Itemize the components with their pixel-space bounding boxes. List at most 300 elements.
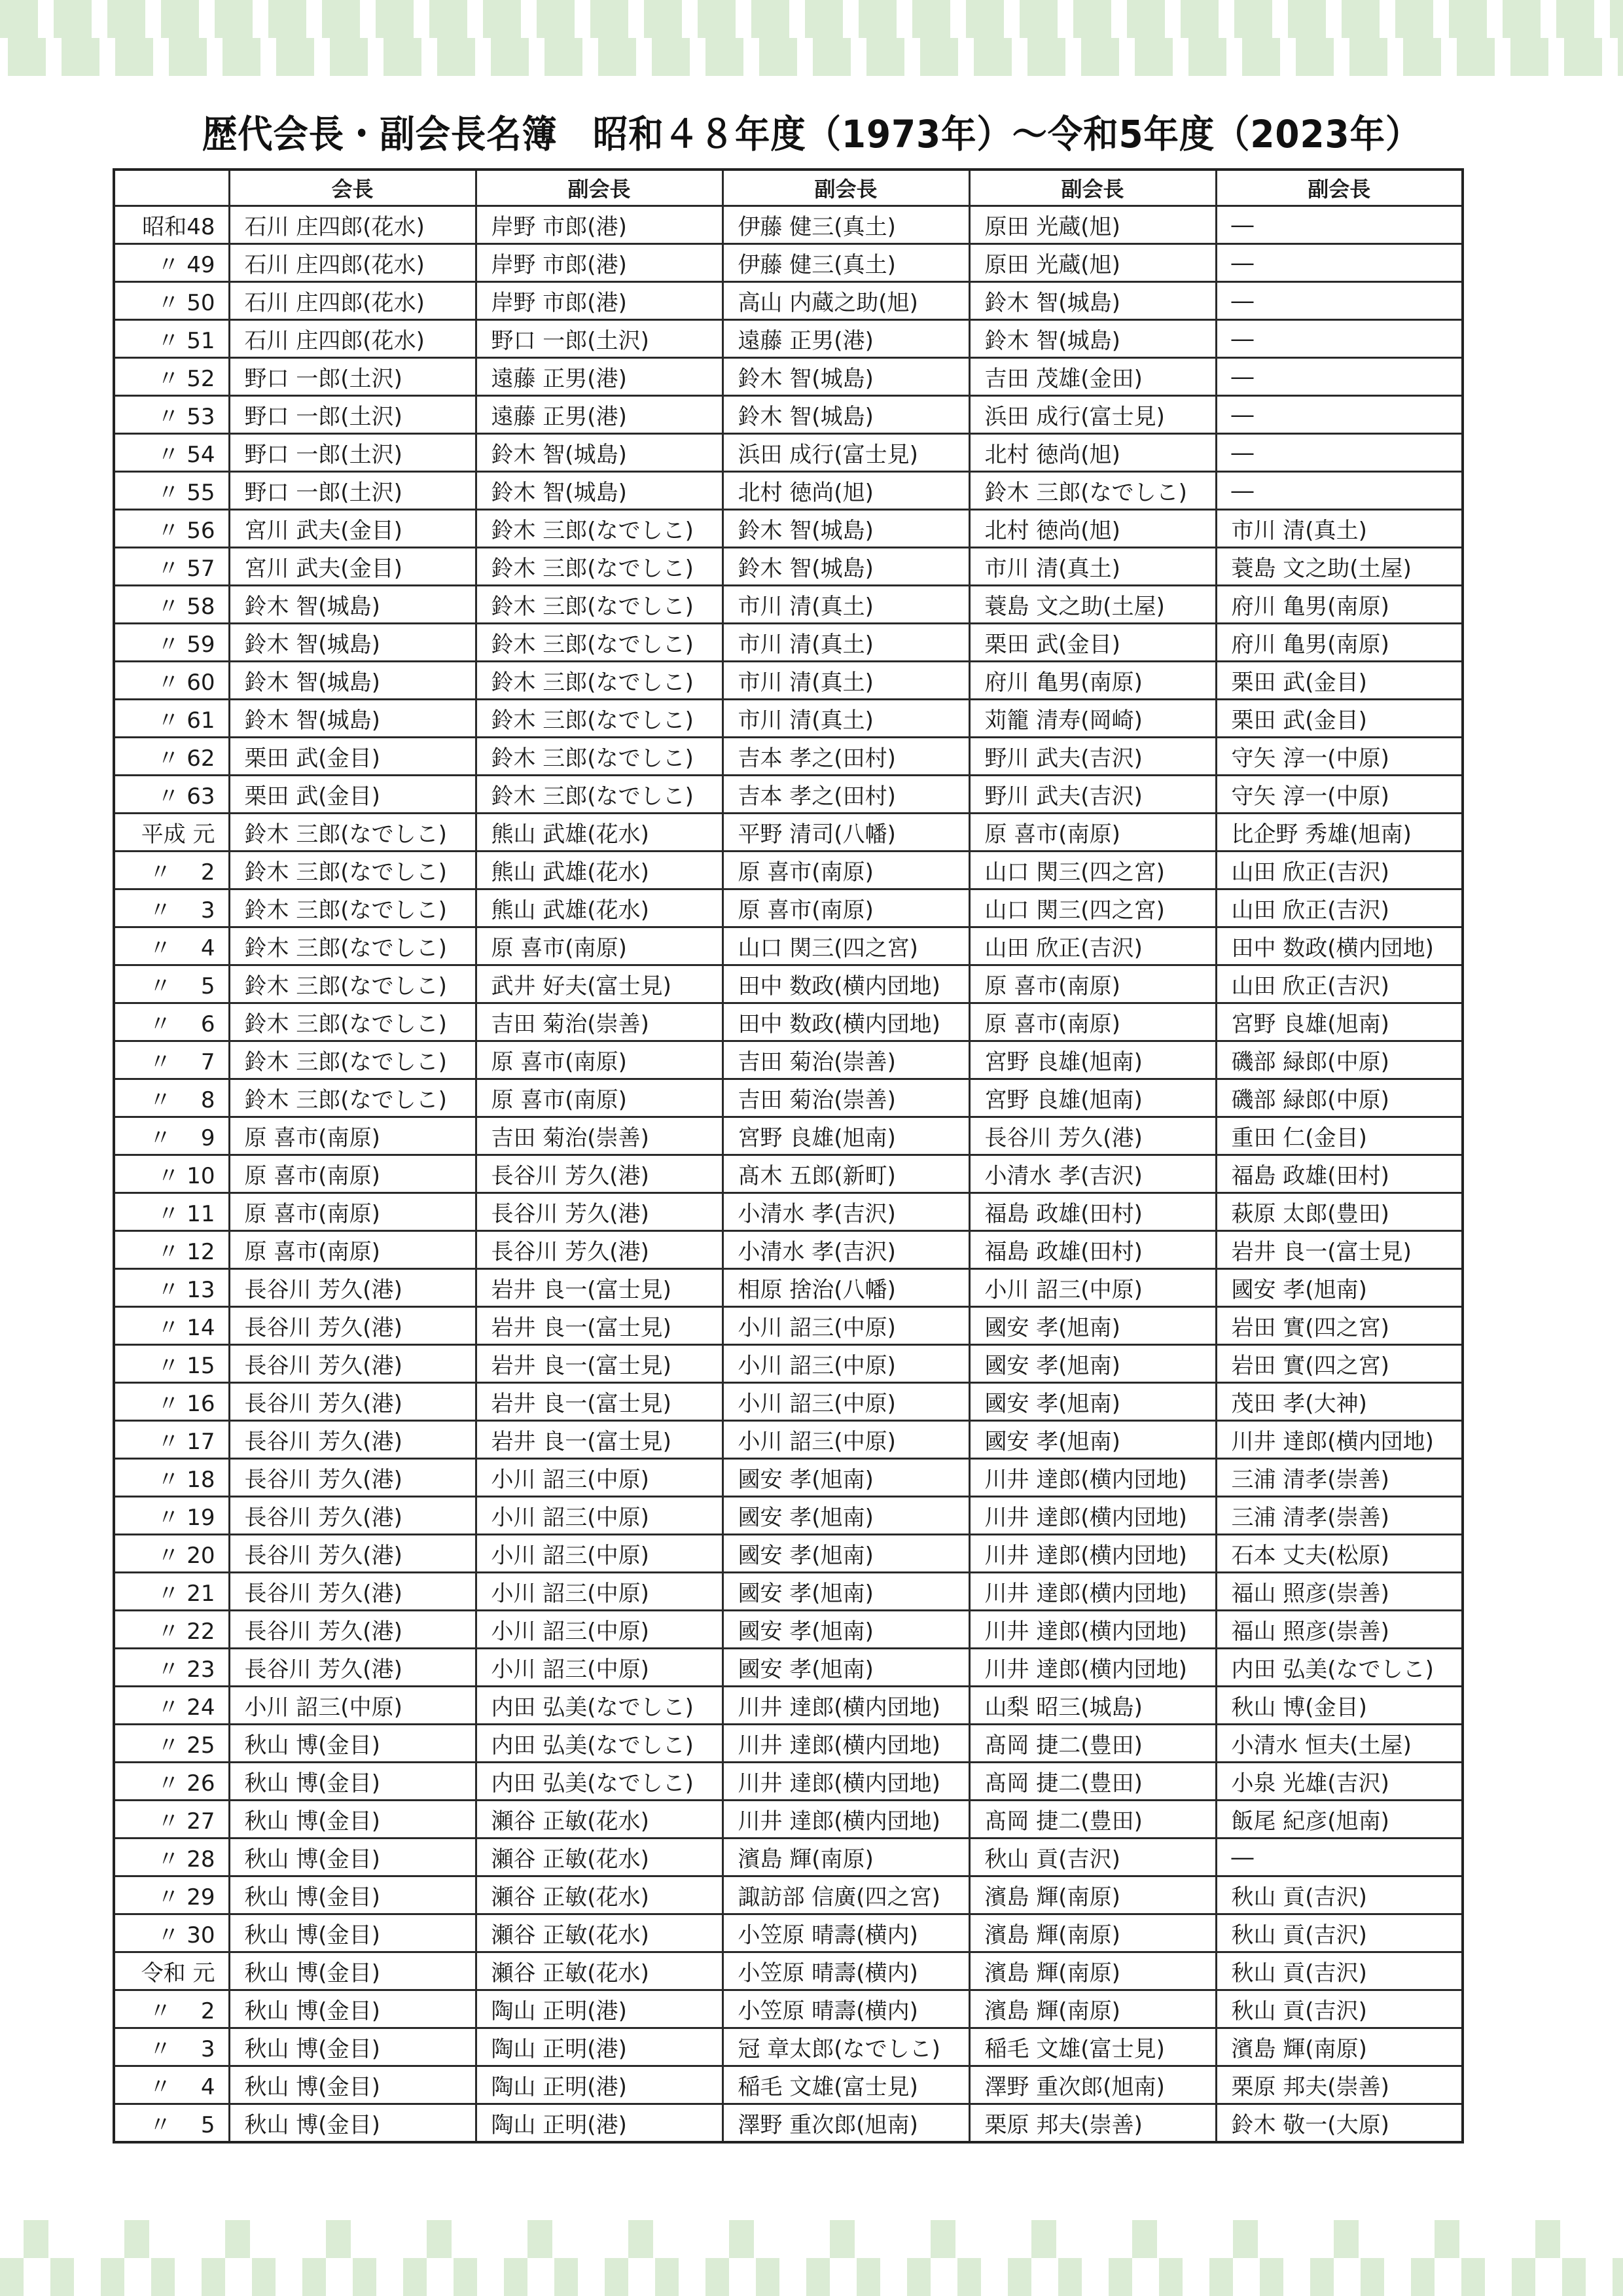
- vice-president-cell: 小川 詔三(中原): [476, 1497, 722, 1535]
- vice-president-cell: 岩井 良一(富士見): [476, 1421, 722, 1459]
- vice-president-cell: 鈴木 智(城島): [476, 434, 722, 472]
- header-vice-president-1: 副会長: [476, 170, 722, 206]
- year-cell: 〃 55: [114, 472, 229, 510]
- vice-president-cell: 山口 関三(四之宮): [969, 852, 1216, 889]
- table-row: [114, 2104, 1463, 2143]
- vice-president-cell: 小清水 孝(吉沢): [722, 1231, 969, 1269]
- vice-president-cell: 内田 弘美(なでしこ): [476, 1763, 722, 1801]
- vice-president-cell: ―: [1216, 206, 1463, 244]
- vice-president-cell: 田中 数政(横内団地): [722, 1003, 969, 1041]
- vice-president-cell: 北村 徳尚(旭): [969, 434, 1216, 472]
- vice-president-cell: 遠藤 正男(港): [722, 320, 969, 358]
- president-cell: 石川 庄四郎(花水): [229, 320, 476, 358]
- year-cell: 〃 4: [114, 2066, 229, 2104]
- vice-president-cell: 浜田 成行(富士見): [969, 396, 1216, 434]
- vice-president-cell: 鈴木 三郎(なでしこ): [476, 738, 722, 776]
- vice-president-cell: 栗田 武(金目): [1216, 700, 1463, 738]
- vice-president-cell: 長谷川 芳久(港): [969, 1117, 1216, 1155]
- vice-president-cell: 髙岡 捷二(豊田): [969, 1763, 1216, 1801]
- president-cell: 秋山 博(金目): [229, 1801, 476, 1839]
- vice-president-cell: 國安 孝(旭南): [722, 1459, 969, 1497]
- president-cell: 長谷川 芳久(港): [229, 1345, 476, 1383]
- table-row: [114, 776, 1463, 814]
- year-cell: 〃 28: [114, 1839, 229, 1876]
- president-cell: 宮川 武夫(金目): [229, 548, 476, 586]
- president-cell: 長谷川 芳久(港): [229, 1535, 476, 1573]
- vice-president-cell: ―: [1216, 282, 1463, 320]
- table-row: [114, 1079, 1463, 1117]
- vice-president-cell: 岩田 實(四之宮): [1216, 1345, 1463, 1383]
- vice-president-cell: 秋山 貢(吉沢): [1216, 1952, 1463, 1990]
- president-cell: 鈴木 智(城島): [229, 624, 476, 662]
- vice-president-cell: 瀬谷 正敏(花水): [476, 1801, 722, 1839]
- vice-president-cell: 長谷川 芳久(港): [476, 1231, 722, 1269]
- table-row: [114, 2028, 1463, 2066]
- vice-president-cell: 熊山 武雄(花水): [476, 852, 722, 889]
- vice-president-cell: 石本 丈夫(松原): [1216, 1535, 1463, 1573]
- vice-president-cell: 福山 照彦(崇善): [1216, 1573, 1463, 1611]
- vice-president-cell: 原 喜市(南原): [969, 1003, 1216, 1041]
- president-cell: 鈴木 三郎(なでしこ): [229, 814, 476, 852]
- vice-president-cell: 鈴木 智(城島): [722, 358, 969, 396]
- vice-president-cell: 福島 政雄(田村): [969, 1193, 1216, 1231]
- vice-president-cell: 鈴木 智(城島): [722, 510, 969, 548]
- vice-president-cell: 北村 徳尚(旭): [969, 510, 1216, 548]
- vice-president-cell: 國安 孝(旭南): [722, 1535, 969, 1573]
- vice-president-cell: 鈴木 智(城島): [476, 472, 722, 510]
- vice-president-cell: 原 喜市(南原): [476, 927, 722, 965]
- header-vice-president-2: 副会長: [722, 170, 969, 206]
- table-header-row: [114, 170, 1463, 206]
- table-row: [114, 852, 1463, 889]
- vice-president-cell: 府川 亀男(南原): [969, 662, 1216, 700]
- vice-president-cell: 鈴木 三郎(なでしこ): [476, 662, 722, 700]
- year-cell: 〃 60: [114, 662, 229, 700]
- vice-president-cell: 市川 清(真土): [722, 586, 969, 624]
- vice-president-cell: 瀬谷 正敏(花水): [476, 1914, 722, 1952]
- table-row: [114, 586, 1463, 624]
- president-cell: 野口 一郎(土沢): [229, 472, 476, 510]
- vice-president-cell: 岩井 良一(富士見): [476, 1269, 722, 1307]
- year-cell: 〃 63: [114, 776, 229, 814]
- year-cell: 〃 24: [114, 1687, 229, 1725]
- vice-president-cell: ―: [1216, 358, 1463, 396]
- president-cell: 鈴木 智(城島): [229, 662, 476, 700]
- vice-president-cell: 小川 詔三(中原): [476, 1459, 722, 1497]
- table-row: [114, 1117, 1463, 1155]
- president-cell: 秋山 博(金目): [229, 2066, 476, 2104]
- president-cell: 秋山 博(金目): [229, 1952, 476, 1990]
- vice-president-cell: 鈴木 三郎(なでしこ): [476, 586, 722, 624]
- vice-president-cell: 小泉 光雄(吉沢): [1216, 1763, 1463, 1801]
- vice-president-cell: 蓑島 文之助(土屋): [969, 586, 1216, 624]
- table-row: [114, 1041, 1463, 1079]
- year-cell: 〃 56: [114, 510, 229, 548]
- year-cell: 〃 15: [114, 1345, 229, 1383]
- president-cell: 秋山 博(金目): [229, 2028, 476, 2066]
- president-cell: 小川 詔三(中原): [229, 1687, 476, 1725]
- vice-president-cell: 岸野 市郎(港): [476, 282, 722, 320]
- president-cell: 秋山 博(金目): [229, 1839, 476, 1876]
- table-row: [114, 1914, 1463, 1952]
- vice-president-cell: 國安 孝(旭南): [722, 1649, 969, 1687]
- vice-president-cell: 宮野 良雄(旭南): [969, 1079, 1216, 1117]
- vice-president-cell: 長谷川 芳久(港): [476, 1155, 722, 1193]
- president-cell: 原 喜市(南原): [229, 1231, 476, 1269]
- table-row: [114, 1990, 1463, 2028]
- vice-president-cell: 髙岡 捷二(豊田): [969, 1725, 1216, 1763]
- vice-president-cell: 川井 達郎(横内団地): [1216, 1421, 1463, 1459]
- president-cell: 石川 庄四郎(花水): [229, 206, 476, 244]
- president-cell: 秋山 博(金目): [229, 2104, 476, 2143]
- table-row: [114, 738, 1463, 776]
- vice-president-cell: ―: [1216, 396, 1463, 434]
- vice-president-cell: 鈴木 三郎(なでしこ): [476, 510, 722, 548]
- table-row: [114, 282, 1463, 320]
- vice-president-cell: 鈴木 三郎(なでしこ): [476, 776, 722, 814]
- vice-president-cell: 小川 詔三(中原): [722, 1345, 969, 1383]
- president-cell: 鈴木 三郎(なでしこ): [229, 927, 476, 965]
- vice-president-cell: 平野 清司(八幡): [722, 814, 969, 852]
- vice-president-cell: 鈴木 智(城島): [722, 548, 969, 586]
- vice-president-cell: 小川 詔三(中原): [476, 1611, 722, 1649]
- vice-president-cell: 川井 達郎(横内団地): [722, 1763, 969, 1801]
- year-cell: 〃 12: [114, 1231, 229, 1269]
- vice-president-cell: 磯部 緑郎(中原): [1216, 1079, 1463, 1117]
- vice-president-cell: ―: [1216, 472, 1463, 510]
- vice-president-cell: 鈴木 智(城島): [969, 282, 1216, 320]
- president-cell: 長谷川 芳久(港): [229, 1383, 476, 1421]
- year-cell: 〃 2: [114, 1990, 229, 2028]
- vice-president-cell: 市川 清(真土): [1216, 510, 1463, 548]
- checker-row: [0, 38, 1623, 76]
- vice-president-cell: 國安 孝(旭南): [969, 1345, 1216, 1383]
- header-vice-president-4: 副会長: [1216, 170, 1463, 206]
- year-cell: 〃 23: [114, 1649, 229, 1687]
- table-row: [114, 1952, 1463, 1990]
- vice-president-cell: 濱島 輝(南原): [969, 1952, 1216, 1990]
- vice-president-cell: 濱島 輝(南原): [1216, 2028, 1463, 2066]
- vice-president-cell: 守矢 淳一(中原): [1216, 738, 1463, 776]
- year-cell: 〃 62: [114, 738, 229, 776]
- vice-president-cell: 瀬谷 正敏(花水): [476, 1876, 722, 1914]
- president-cell: 原 喜市(南原): [229, 1155, 476, 1193]
- vice-president-cell: 小笠原 晴壽(横内): [722, 1952, 969, 1990]
- vice-president-cell: 重田 仁(金目): [1216, 1117, 1463, 1155]
- table-row: [114, 1535, 1463, 1573]
- vice-president-cell: 熊山 武雄(花水): [476, 889, 722, 927]
- president-cell: 長谷川 芳久(港): [229, 1307, 476, 1345]
- year-cell: 〃 7: [114, 1041, 229, 1079]
- vice-president-cell: 川井 達郎(横内団地): [969, 1497, 1216, 1535]
- vice-president-cell: 小川 詔三(中原): [722, 1421, 969, 1459]
- vice-president-cell: 川井 達郎(横内団地): [969, 1459, 1216, 1497]
- vice-president-cell: 府川 亀男(南原): [1216, 624, 1463, 662]
- president-cell: 長谷川 芳久(港): [229, 1649, 476, 1687]
- vice-president-cell: 市川 清(真土): [969, 548, 1216, 586]
- president-cell: 秋山 博(金目): [229, 1914, 476, 1952]
- year-cell: 〃 53: [114, 396, 229, 434]
- vice-president-cell: 山口 関三(四之宮): [969, 889, 1216, 927]
- year-cell: 〃 18: [114, 1459, 229, 1497]
- vice-president-cell: 國安 孝(旭南): [969, 1421, 1216, 1459]
- table-row: [114, 1269, 1463, 1307]
- vice-president-cell: 澤野 重次郎(旭南): [969, 2066, 1216, 2104]
- vice-president-cell: 栗田 武(金目): [1216, 662, 1463, 700]
- vice-president-cell: 岩井 良一(富士見): [476, 1345, 722, 1383]
- vice-president-cell: 吉本 孝之(田村): [722, 776, 969, 814]
- vice-president-cell: 宮野 良雄(旭南): [1216, 1003, 1463, 1041]
- vice-president-cell: 山田 欣正(吉沢): [1216, 965, 1463, 1003]
- vice-president-cell: 岩井 良一(富士見): [1216, 1231, 1463, 1269]
- year-cell: 〃 10: [114, 1155, 229, 1193]
- vice-president-cell: 長谷川 芳久(港): [476, 1193, 722, 1231]
- year-cell: 〃 11: [114, 1193, 229, 1231]
- year-cell: 〃 4: [114, 927, 229, 965]
- year-cell: 〃 26: [114, 1763, 229, 1801]
- year-cell: 〃 9: [114, 1117, 229, 1155]
- president-cell: 鈴木 三郎(なでしこ): [229, 1079, 476, 1117]
- vice-president-cell: 原 喜市(南原): [969, 965, 1216, 1003]
- table-row: [114, 889, 1463, 927]
- president-cell: 長谷川 芳久(港): [229, 1459, 476, 1497]
- vice-president-cell: 遠藤 正男(港): [476, 358, 722, 396]
- vice-president-cell: 小笠原 晴壽(横内): [722, 1990, 969, 2028]
- vice-president-cell: 澤野 重次郎(旭南): [722, 2104, 969, 2143]
- year-cell: 〃 13: [114, 1269, 229, 1307]
- vice-president-cell: 栗原 邦夫(崇善): [1216, 2066, 1463, 2104]
- vice-president-cell: 浜田 成行(富士見): [722, 434, 969, 472]
- vice-president-cell: 岸野 市郎(港): [476, 244, 722, 282]
- vice-president-cell: 秋山 貢(吉沢): [1216, 1876, 1463, 1914]
- table-row: [114, 396, 1463, 434]
- table-row: [114, 244, 1463, 282]
- year-cell: 〃 5: [114, 965, 229, 1003]
- vice-president-cell: 濱島 輝(南原): [969, 1876, 1216, 1914]
- year-cell: 〃 29: [114, 1876, 229, 1914]
- table-row: [114, 1459, 1463, 1497]
- vice-president-cell: 岩井 良一(富士見): [476, 1383, 722, 1421]
- vice-president-cell: 川井 達郎(横内団地): [969, 1649, 1216, 1687]
- year-cell: 昭和48: [114, 206, 229, 244]
- vice-president-cell: 小清水 恒夫(土屋): [1216, 1725, 1463, 1763]
- vice-president-cell: 三浦 清孝(崇善): [1216, 1497, 1463, 1535]
- vice-president-cell: 北村 徳尚(旭): [722, 472, 969, 510]
- president-cell: 野口 一郎(土沢): [229, 396, 476, 434]
- table-row: [114, 814, 1463, 852]
- vice-president-cell: 山梨 昭三(城島): [969, 1687, 1216, 1725]
- president-cell: 鈴木 三郎(なでしこ): [229, 1041, 476, 1079]
- president-cell: 鈴木 三郎(なでしこ): [229, 965, 476, 1003]
- table-row: [114, 1839, 1463, 1876]
- vice-president-cell: 陶山 正明(港): [476, 1990, 722, 2028]
- vice-president-cell: 秋山 貢(吉沢): [1216, 1990, 1463, 2028]
- vice-president-cell: 内田 弘美(なでしこ): [476, 1725, 722, 1763]
- vice-president-cell: 小清水 孝(吉沢): [969, 1155, 1216, 1193]
- vice-president-cell: 陶山 正明(港): [476, 2066, 722, 2104]
- vice-president-cell: 福島 政雄(田村): [969, 1231, 1216, 1269]
- vice-president-cell: 髙木 五郎(新町): [722, 1155, 969, 1193]
- checker-row: [0, 2220, 1623, 2258]
- table-row: [114, 1649, 1463, 1687]
- table-row: [114, 1573, 1463, 1611]
- header-vice-president-3: 副会長: [969, 170, 1216, 206]
- table-row: [114, 1421, 1463, 1459]
- vice-president-cell: 鈴木 三郎(なでしこ): [476, 700, 722, 738]
- table-row: [114, 1155, 1463, 1193]
- page-title: 歴代会長・副会長名簿 昭和４８年度（1973年）～令和5年度（2023年）: [202, 112, 1421, 156]
- table-row: [114, 662, 1463, 700]
- president-cell: 長谷川 芳久(港): [229, 1497, 476, 1535]
- president-cell: 栗田 武(金目): [229, 738, 476, 776]
- year-cell: 〃 22: [114, 1611, 229, 1649]
- year-cell: 〃 61: [114, 700, 229, 738]
- vice-president-cell: 岩田 實(四之宮): [1216, 1307, 1463, 1345]
- vice-president-cell: 國安 孝(旭南): [722, 1611, 969, 1649]
- vice-president-cell: 市川 清(真土): [722, 662, 969, 700]
- year-cell: 〃 52: [114, 358, 229, 396]
- year-cell: 〃 51: [114, 320, 229, 358]
- vice-president-cell: 鈴木 三郎(なでしこ): [476, 624, 722, 662]
- officers-roster-table: [113, 168, 1464, 2144]
- president-cell: 鈴木 三郎(なでしこ): [229, 852, 476, 889]
- table-row: [114, 1193, 1463, 1231]
- table-row: [114, 358, 1463, 396]
- vice-president-cell: ―: [1216, 434, 1463, 472]
- year-cell: 〃 17: [114, 1421, 229, 1459]
- table-row: [114, 1876, 1463, 1914]
- president-cell: 秋山 博(金目): [229, 1990, 476, 2028]
- vice-president-cell: 小川 詔三(中原): [722, 1383, 969, 1421]
- year-cell: 〃 5: [114, 2104, 229, 2143]
- vice-president-cell: 山田 欣正(吉沢): [969, 927, 1216, 965]
- table-row: [114, 1231, 1463, 1269]
- vice-president-cell: 濱島 輝(南原): [722, 1839, 969, 1876]
- table-row: [114, 1763, 1463, 1801]
- table-row: [114, 1345, 1463, 1383]
- vice-president-cell: 小川 詔三(中原): [476, 1573, 722, 1611]
- table-row: [114, 1003, 1463, 1041]
- vice-president-cell: 國安 孝(旭南): [969, 1383, 1216, 1421]
- year-cell: 平成 元: [114, 814, 229, 852]
- year-cell: 〃 58: [114, 586, 229, 624]
- vice-president-cell: 野川 武夫(吉沢): [969, 738, 1216, 776]
- vice-president-cell: 守矢 淳一(中原): [1216, 776, 1463, 814]
- vice-president-cell: 稲毛 文雄(富士見): [722, 2066, 969, 2104]
- vice-president-cell: 相原 捨治(八幡): [722, 1269, 969, 1307]
- vice-president-cell: 小川 詔三(中原): [476, 1649, 722, 1687]
- year-cell: 〃 50: [114, 282, 229, 320]
- vice-president-cell: 内田 弘美(なでしこ): [476, 1687, 722, 1725]
- table-row: [114, 1725, 1463, 1763]
- vice-president-cell: ―: [1216, 320, 1463, 358]
- vice-president-cell: 野川 武夫(吉沢): [969, 776, 1216, 814]
- year-cell: 〃 57: [114, 548, 229, 586]
- vice-president-cell: 冠 章太郎(なでしこ): [722, 2028, 969, 2066]
- vice-president-cell: 飯尾 紀彦(旭南): [1216, 1801, 1463, 1839]
- vice-president-cell: 熊山 武雄(花水): [476, 814, 722, 852]
- vice-president-cell: 吉田 菊治(崇善): [722, 1041, 969, 1079]
- year-cell: 〃 54: [114, 434, 229, 472]
- vice-president-cell: 萩原 太郎(豊田): [1216, 1193, 1463, 1231]
- vice-president-cell: 川井 達郎(横内団地): [969, 1611, 1216, 1649]
- vice-president-cell: 伊藤 健三(真土): [722, 244, 969, 282]
- vice-president-cell: 宮野 良雄(旭南): [969, 1041, 1216, 1079]
- vice-president-cell: 原田 光蔵(旭): [969, 244, 1216, 282]
- year-cell: 〃 6: [114, 1003, 229, 1041]
- vice-president-cell: 鈴木 三郎(なでしこ): [969, 472, 1216, 510]
- president-cell: 栗田 武(金目): [229, 776, 476, 814]
- president-cell: 原 喜市(南原): [229, 1193, 476, 1231]
- president-cell: 野口 一郎(土沢): [229, 358, 476, 396]
- vice-president-cell: 苅籠 清寿(岡崎): [969, 700, 1216, 738]
- table-row: [114, 1801, 1463, 1839]
- header-president: 会長: [229, 170, 476, 206]
- vice-president-cell: 蓑島 文之助(土屋): [1216, 548, 1463, 586]
- decorative-checker-band-bottom: [0, 2220, 1623, 2296]
- president-cell: 野口 一郎(土沢): [229, 434, 476, 472]
- vice-president-cell: 伊藤 健三(真土): [722, 206, 969, 244]
- table-row: [114, 965, 1463, 1003]
- vice-president-cell: 鈴木 智(城島): [969, 320, 1216, 358]
- year-cell: 〃 19: [114, 1497, 229, 1535]
- vice-president-cell: 栗田 武(金目): [969, 624, 1216, 662]
- vice-president-cell: 高山 内蔵之助(旭): [722, 282, 969, 320]
- table-row: [114, 1383, 1463, 1421]
- year-cell: 〃 2: [114, 852, 229, 889]
- vice-president-cell: 吉田 菊治(崇善): [476, 1003, 722, 1041]
- year-cell: 〃 8: [114, 1079, 229, 1117]
- vice-president-cell: 秋山 貢(吉沢): [969, 1839, 1216, 1876]
- vice-president-cell: 原 喜市(南原): [722, 889, 969, 927]
- vice-president-cell: 川井 達郎(横内団地): [722, 1687, 969, 1725]
- table-row: [114, 624, 1463, 662]
- vice-president-cell: 福山 照彦(崇善): [1216, 1611, 1463, 1649]
- vice-president-cell: 濱島 輝(南原): [969, 1914, 1216, 1952]
- vice-president-cell: 稲毛 文雄(富士見): [969, 2028, 1216, 2066]
- vice-president-cell: 小清水 孝(吉沢): [722, 1193, 969, 1231]
- vice-president-cell: 小川 詔三(中原): [969, 1269, 1216, 1307]
- table-row: [114, 206, 1463, 244]
- president-cell: 秋山 博(金目): [229, 1725, 476, 1763]
- vice-president-cell: 山田 欣正(吉沢): [1216, 889, 1463, 927]
- president-cell: 秋山 博(金目): [229, 1763, 476, 1801]
- president-cell: 鈴木 智(城島): [229, 586, 476, 624]
- vice-president-cell: 山口 関三(四之宮): [722, 927, 969, 965]
- vice-president-cell: 市川 清(真土): [722, 700, 969, 738]
- vice-president-cell: 國安 孝(旭南): [722, 1573, 969, 1611]
- vice-president-cell: 川井 達郎(横内団地): [969, 1535, 1216, 1573]
- year-cell: 〃 59: [114, 624, 229, 662]
- vice-president-cell: 磯部 緑郎(中原): [1216, 1041, 1463, 1079]
- vice-president-cell: 川井 達郎(横内団地): [969, 1573, 1216, 1611]
- president-cell: 秋山 博(金目): [229, 1876, 476, 1914]
- vice-president-cell: 吉田 茂雄(金田): [969, 358, 1216, 396]
- president-cell: 鈴木 三郎(なでしこ): [229, 889, 476, 927]
- vice-president-cell: 岩井 良一(富士見): [476, 1307, 722, 1345]
- year-cell: 〃 3: [114, 2028, 229, 2066]
- vice-president-cell: 國安 孝(旭南): [969, 1307, 1216, 1345]
- vice-president-cell: 田中 数政(横内団地): [722, 965, 969, 1003]
- vice-president-cell: 小川 詔三(中原): [722, 1307, 969, 1345]
- vice-president-cell: 諏訪部 信廣(四之宮): [722, 1876, 969, 1914]
- table-row: [114, 1497, 1463, 1535]
- president-cell: 宮川 武夫(金目): [229, 510, 476, 548]
- table-row: [114, 1307, 1463, 1345]
- vice-president-cell: 吉田 菊治(崇善): [476, 1117, 722, 1155]
- vice-president-cell: 栗原 邦夫(崇善): [969, 2104, 1216, 2143]
- year-cell: 〃 16: [114, 1383, 229, 1421]
